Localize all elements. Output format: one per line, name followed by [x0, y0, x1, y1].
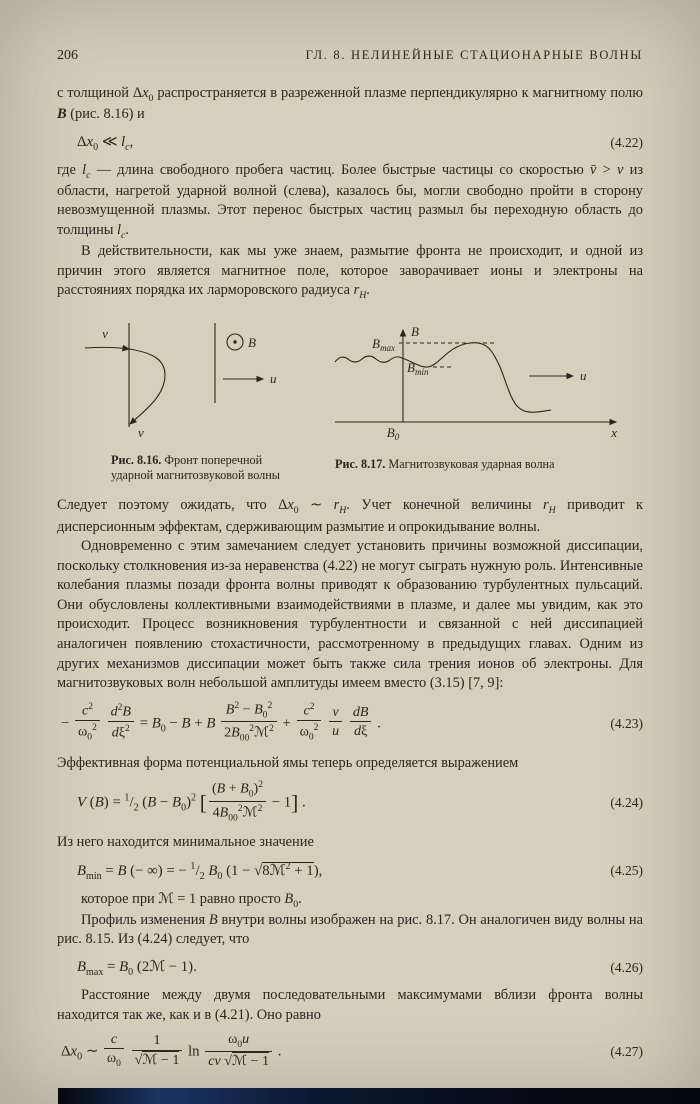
paragraph-4: Следует поэтому ожидать, что $\Delta x_0$ ∼ $r_H$. Учет конечной величины $r_H$ приводит к дисперсионным эффектам, сдерживающим размытие и опрокидывание волны. — [57, 497, 643, 535]
figures-row — [57, 321, 643, 485]
shock-speed-label: u — [270, 370, 277, 386]
b-field-label: B — [248, 334, 256, 350]
page-number: 206 — [57, 48, 78, 63]
figure-8-17-caption-text: Магнитозвуковая ударная волна — [388, 456, 555, 471]
paragraph-6: Эффективная форма потенциальной ямы теперь определяется выражением — [57, 754, 519, 771]
paragraph-10: Расстояние между двумя последовательными максимумами вблизи фронта волны находится так же, как и в (4.21). Оно равно — [57, 986, 643, 1023]
equation-4-23 — [57, 699, 643, 746]
b-max-label: $B_{max}$ — [372, 335, 395, 353]
figure-8-16-caption — [111, 453, 281, 485]
figure-8-16-drawing — [83, 321, 299, 445]
b-axis-label: B — [411, 323, 419, 339]
equation-number: (4.27) — [610, 1044, 643, 1060]
equation-number: (4.23) — [610, 715, 643, 731]
equation-body: $B_{min} = B$ (− ∞) = − $^1/_2$ $B_0$ (1 − √8ℳ$^2$ + 1), — [77, 860, 323, 882]
equation-number: (4.25) — [610, 863, 643, 879]
velocity-label-top: v — [102, 325, 108, 341]
equation-number: (4.24) — [610, 795, 643, 811]
equation-4-27 — [57, 1033, 643, 1071]
equation-body: $\Delta x_0$ ∼ $\frac{c}{\omega_0}$ $\frac{1}{\text{√ℳ − 1}}$ ln $\frac{\omega_0u}{\text{cv √ℳ − 1}}$ . — [61, 1031, 282, 1070]
figure-8-16 — [83, 321, 299, 485]
particle-trajectory-entry — [85, 347, 129, 349]
b-field-out-of-plane-icon — [227, 334, 243, 350]
equation-number: (4.22) — [610, 134, 643, 150]
equation-body: V $(B) = ^1/_2$ $(B - B_0)^2$ [ $\frac{(B + B_0)^2}{4B_{00}^2ℳ^2}$ − 1] . — [77, 779, 306, 824]
figure-8-17-drawing — [333, 321, 625, 445]
particle-trajectory-turn — [129, 349, 165, 424]
page-header — [57, 48, 643, 64]
b-min-label: $B_{min}$ — [407, 359, 429, 377]
b-zero-label: $B_0$ — [386, 424, 400, 442]
x-axis-label: x — [611, 424, 617, 440]
equation-4-24 — [57, 781, 643, 825]
magnetosonic-wave-curve — [335, 342, 551, 412]
scan-artifact-bar — [58, 1088, 700, 1104]
running-head: ГЛ. 8. НЕЛИНЕЙНЫЕ СТАЦИОНАРНЫЕ ВОЛНЫ — [305, 48, 643, 62]
paragraph-3: В действительности, как мы уже знаем, размытие фронта не происходит, и одной из причин этого является магнитное поле, которое заворачивает ионы и электроны на расстояниях порядка их ларморовского радиуса $r_H$. — [57, 243, 643, 302]
figure-8-16-caption-text: Фронт поперечной ударной магнитозвуковой волны — [111, 452, 280, 483]
equation-4-22 — [57, 133, 643, 153]
equation-body: − $\frac{c^2}{\omega_0^2}$ $\frac{d^2B}{d\xi^2}$ = $B_0 - B + B$ $\frac{B^2 - B_0^2}{2B_{00}^2ℳ^2}$ + $\frac{c^2}{\omega_0^2}$ $\frac{v}{u}$ $\frac{dB}{d\xi}$ . — [61, 699, 381, 744]
figure-8-17-caption — [335, 457, 585, 473]
equation-body: $B_{max} = B_0$ (2ℳ − 1). — [77, 959, 197, 978]
paragraph-2: где $l_c$ — длина свободного пробега частиц. Более быстрые частицы со скоростью v̄ > v из области, нагретой ударной волной (слева), казалось бы, могли свободно пройти в сторону невозмущенной плазмы. Этот перенос быстрых частиц размыл бы переходную область до толщины $l_c$. — [57, 161, 644, 241]
figure-8-17 — [333, 321, 625, 485]
paragraph-8: которое при ℳ = 1 равно просто $B_0$. — [81, 890, 302, 910]
velocity-label-bottom: v — [138, 424, 144, 440]
paragraph-7: Из него находится минимальное значение — [57, 834, 314, 851]
paragraph-5: Одновременно с этим замечанием следует установить причины возможной диссипации, поскольку столкновения из-за неравенства (4.22) не могут сыграть нужную роль. Интенсивные колебания плазмы позади фронта волны приводят к образованию турбулентных пульсаций. Они обусловлены коллективными взаимодействиями в плазме, и далее мы увидим, как это происходит. Процесс возникновения турбулентности и связанной с ней диссипацией аналогичен появлению стохастичности, рассмотренному в предыдущих главах. Одним из других механизмов диссипации может быть также сила трения ионов об электроны. Для магнитозвуковых волн небольшой амплитуды имеем вместо (3.15) [7, 9]: — [57, 538, 643, 692]
paragraph-9: Профиль изменения B внутри волны изображен на рис. 8.17. Он аналогичен виду волны на рис. 8.15. Из (4.24) следует, что — [57, 911, 643, 948]
paragraph-1: с толщиной $\Delta x_0$ распространяется в разреженной плазме перпендикулярно к магнитному полю B (рис. 8.16) и — [57, 85, 643, 123]
figure-8-16-caption-label: Рис. 8.16. — [111, 452, 162, 467]
figure-8-17-caption-label: Рис. 8.17. — [335, 456, 386, 471]
wave-speed-label: u — [580, 367, 587, 383]
equation-number: (4.26) — [610, 959, 643, 975]
equation-4-26 — [57, 958, 643, 978]
equation-body: $\Delta x_0$ ≪ $l_c$, — [77, 133, 134, 153]
equation-4-25 — [57, 861, 643, 882]
